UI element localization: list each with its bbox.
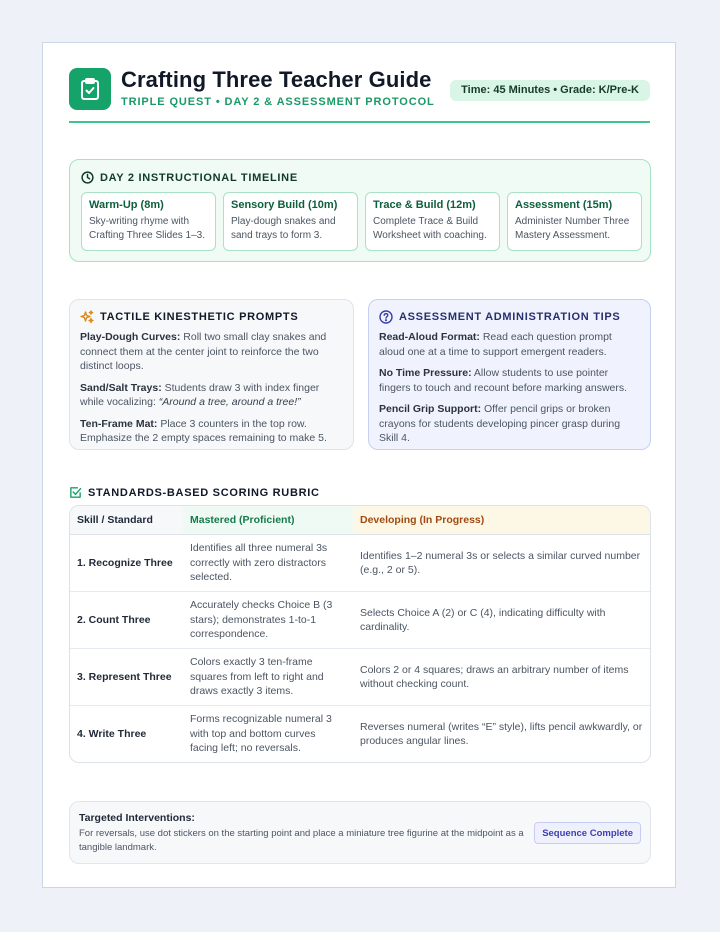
timeline-heading — [81, 171, 298, 184]
scoring-rubric-table — [69, 505, 651, 763]
table-row — [70, 535, 650, 592]
step-title: Trace & Build (12m) — [373, 199, 476, 211]
column-header-mastered: Mastered (Proficient) — [183, 506, 353, 535]
timeline-heading-text: DAY 2 INSTRUCTIONAL TIMELINE — [100, 171, 298, 184]
assessment-tips-card — [368, 299, 651, 450]
clock-icon — [81, 171, 94, 184]
assessment-tip-item — [379, 366, 640, 395]
interventions-text: For reversals, use dot stickers on the starting point and place a miniature tree figurine at the midpoint as a tangible landmark. — [79, 828, 524, 853]
assessment-tip-item — [379, 402, 640, 446]
column-header-skill: Skill / Standard — [70, 506, 183, 535]
tactile-prompts-card — [69, 299, 354, 450]
timeline-step-assessment — [507, 192, 642, 251]
skill-cell: 2. Count Three — [70, 592, 183, 649]
developing-cell: Selects Choice A (2) or C (4), indicating difficulty with cardinality. — [353, 592, 650, 649]
step-title: Sensory Build (10m) — [231, 199, 338, 211]
timeline-steps — [81, 192, 642, 251]
timeline-step-warmup — [81, 192, 216, 251]
developing-cell: Identifies 1–2 numeral 3s or selects a similar curved number (e.g., 2 or 5). — [360, 549, 641, 577]
timeline-step-trace-build — [365, 192, 500, 251]
prompt-text: Students draw 3 with index finger while vocalizing: — [80, 381, 320, 408]
page-subtitle: TRIPLE QUEST • DAY 2 & ASSESSMENT PROTOCOL — [121, 96, 435, 108]
table-header-row — [70, 506, 650, 535]
tip-label: Pencil Grip Support: — [379, 403, 482, 415]
skill-cell: 3. Represent Three — [70, 649, 183, 706]
clipboard-check-icon — [69, 68, 111, 110]
table-row — [70, 592, 650, 649]
step-description: Administer Number Three Mastery Assessment. — [515, 216, 630, 241]
prompt-label: Play-Dough Curves: — [80, 331, 181, 343]
prompt-label: Ten-Frame Mat: — [80, 417, 158, 430]
header-divider — [69, 121, 650, 123]
tactile-heading-text: TACTILE KINESTHETIC PROMPTS — [100, 311, 299, 323]
interventions-title: Targeted Interventions: — [79, 812, 195, 824]
skill-cell: 4. Write Three — [70, 706, 183, 762]
step-description: Play-dough snakes and sand trays to form 3. — [231, 216, 336, 241]
rubric-heading — [69, 486, 320, 499]
tip-text: Offer pencil grips or broken crayons for students developing pincer grasp during Skill 4. — [379, 403, 621, 444]
mastered-cell: Colors exactly 3 ten-frame squares from left to right and draws exactly 3 items. — [183, 649, 353, 706]
developing-cell: Reverses numeral (writes “E” style), lifts pencil awkwardly, or produces angular lines. — [353, 706, 650, 762]
step-description: Sky-writing rhyme with Crafting Three Slides 1–3. — [89, 216, 205, 241]
developing-cell: Colors 2 or 4 squares; draws an arbitrary number of items without checking count. — [353, 649, 650, 706]
step-title: Assessment (15m) — [515, 199, 613, 211]
table-row — [70, 649, 650, 706]
mastered-cell: Forms recognizable numeral 3 with top and bottom curves facing left; no reversals. — [183, 706, 353, 762]
mastered-cell: Accurately checks Choice B (3 stars); demonstrates 1-to-1 correspondence. — [183, 592, 353, 649]
step-title: Warm-Up (8m) — [89, 199, 164, 211]
tip-text: Read each question prompt aloud one at a time to support emergent readers. — [379, 331, 612, 358]
targeted-interventions-box — [69, 801, 651, 864]
instructional-timeline — [69, 159, 651, 262]
sparkles-icon — [80, 310, 94, 324]
assessment-heading — [379, 310, 640, 324]
column-header-developing: Developing (In Progress) — [353, 506, 650, 535]
rubric-heading-text: STANDARDS-BASED SCORING RUBRIC — [88, 486, 320, 499]
check-square-icon — [69, 486, 82, 499]
skill-cell: 1. Recognize Three — [77, 556, 173, 569]
tip-text: Allow students to use pointer fingers to touch and recount before marking answers. — [379, 367, 628, 394]
question-circle-icon — [379, 310, 393, 324]
tactile-prompt-item — [80, 330, 343, 374]
assessment-heading-text: ASSESSMENT ADMINISTRATION TIPS — [399, 311, 621, 323]
timeline-step-sensory-build — [223, 192, 358, 251]
prompt-label: Sand/Salt Trays: — [80, 381, 162, 394]
mastered-cell: Identifies all three numeral 3s correctly with zero distractors selected. — [190, 542, 328, 584]
tactile-prompt-item — [80, 417, 343, 446]
assessment-tip-item — [379, 330, 640, 359]
sequence-complete-button[interactable]: Sequence Complete — [534, 822, 641, 844]
tip-label: No Time Pressure: — [379, 367, 472, 379]
page-title: Crafting Three Teacher Guide — [121, 67, 432, 92]
guide-page — [42, 42, 676, 888]
tip-label: Read-Aloud Format: — [379, 331, 480, 343]
time-grade-badge: Time: 45 Minutes • Grade: K/Pre-K — [450, 80, 650, 101]
tactile-prompt-item — [80, 381, 343, 410]
prompt-text: Place 3 counters in the top row. Emphasize the 2 empty spaces remaining to make 5. — [80, 417, 327, 444]
prompt-quote: “Around a tree, around a tree!” — [158, 396, 301, 408]
prompt-text: Roll two small clay snakes and connect them at the center joint to reinforce the two distinct loops. — [80, 331, 327, 372]
step-description: Complete Trace & Build Worksheet with coaching. — [373, 216, 487, 241]
tactile-heading — [80, 310, 343, 324]
table-row — [70, 706, 650, 762]
